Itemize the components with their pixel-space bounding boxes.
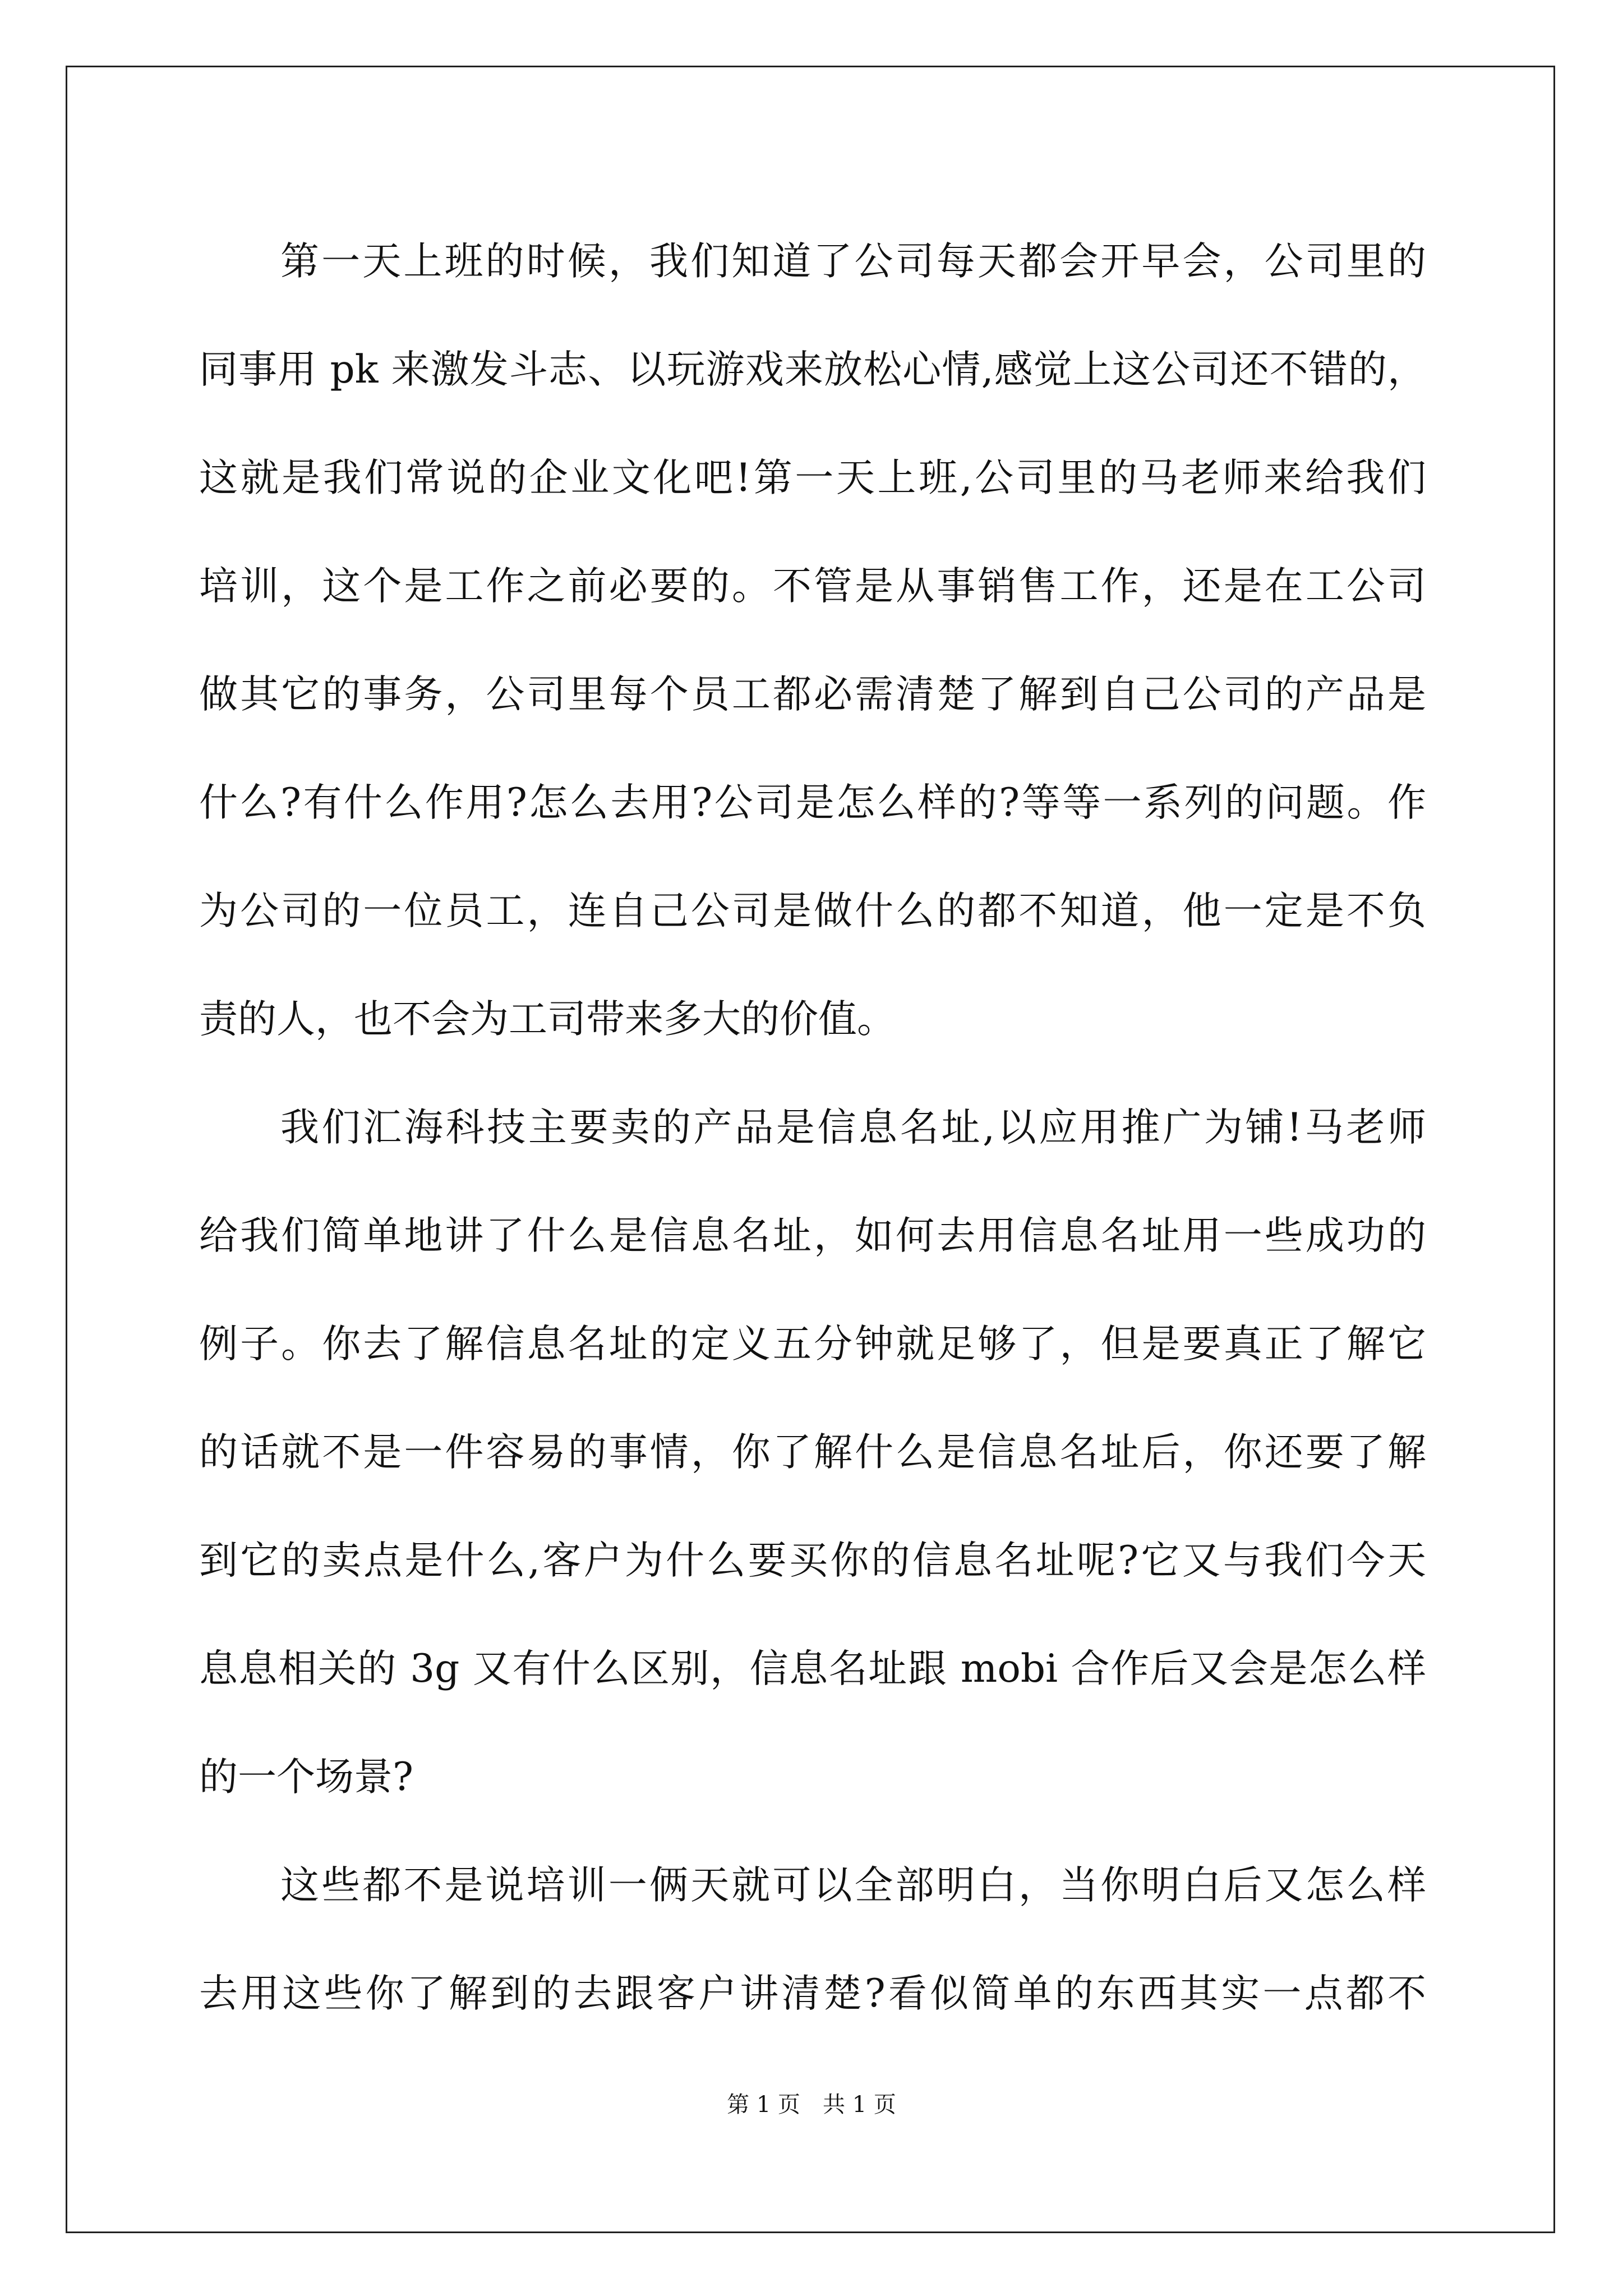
paragraph-3	[199, 1832, 1426, 2048]
paragraph-line: 做其它的事务，公司里每个员工都必需清楚了解到自己公司的产品是	[199, 672, 1426, 717]
paragraph-line: 第一天上班的时候，我们知道了公司每天都会开早会，公司里的	[280, 239, 1426, 284]
paragraph-1	[199, 208, 1426, 1074]
paragraph-line: 这就是我们常说的企业文化吧!第一天上班,公司里的马老师来给我们	[199, 455, 1426, 500]
paragraph-line: 例子。你去了解信息名址的定义五分钟就足够了，但是要真正了解它	[199, 1322, 1426, 1366]
paragraph-line: 的话就不是一件容易的事情，你了解什么是信息名址后，你还要了解	[199, 1430, 1426, 1475]
page-number: 第 1 页	[727, 2092, 800, 2118]
paragraph-2	[199, 1074, 1426, 1832]
paragraph-line: 为公司的一位员工，连自己公司是做什么的都不知道，他一定是不负	[199, 889, 1426, 933]
page-footer	[0, 2087, 1623, 2119]
paragraph-line: 什么?有什么作用?怎么去用?公司是怎么样的?等等一系列的问题。作	[199, 780, 1426, 825]
paragraph-line: 培训，这个是工作之前必要的。不管是从事销售工作，还是在工公司	[199, 564, 1426, 609]
paragraph-line: 责的人，也不会为工司带来多大的价值。	[199, 997, 896, 1042]
paragraph-line: 到它的卖点是什么,客户为什么要买你的信息名址呢?它又与我们今天	[199, 1538, 1426, 1583]
paragraph-line: 给我们简单地讲了什么是信息名址，如何去用信息名址用一些成功的	[199, 1213, 1426, 1258]
paragraph-line: 息息相关的 3g 又有什么区别，信息名址跟 mobi 合作后又会是怎么样	[199, 1646, 1426, 1691]
paragraph-line: 同事用 pk 来激发斗志、以玩游戏来放松心情,感觉上这公司还不错的，	[199, 347, 1426, 392]
paragraph-line: 这些都不是说培训一俩天就可以全部明白，当你明白后又怎么样	[280, 1863, 1426, 1908]
document-body	[199, 208, 1426, 2048]
paragraph-line: 我们汇海科技主要卖的产品是信息名址,以应用推广为铺!马老师	[280, 1105, 1426, 1150]
paragraph-line: 去用这些你了解到的去跟客户讲清楚?看似简单的东西其实一点都不	[199, 1971, 1426, 2016]
page-total: 共 1 页	[823, 2092, 896, 2118]
paragraph-line: 的一个场景?	[199, 1755, 413, 1800]
